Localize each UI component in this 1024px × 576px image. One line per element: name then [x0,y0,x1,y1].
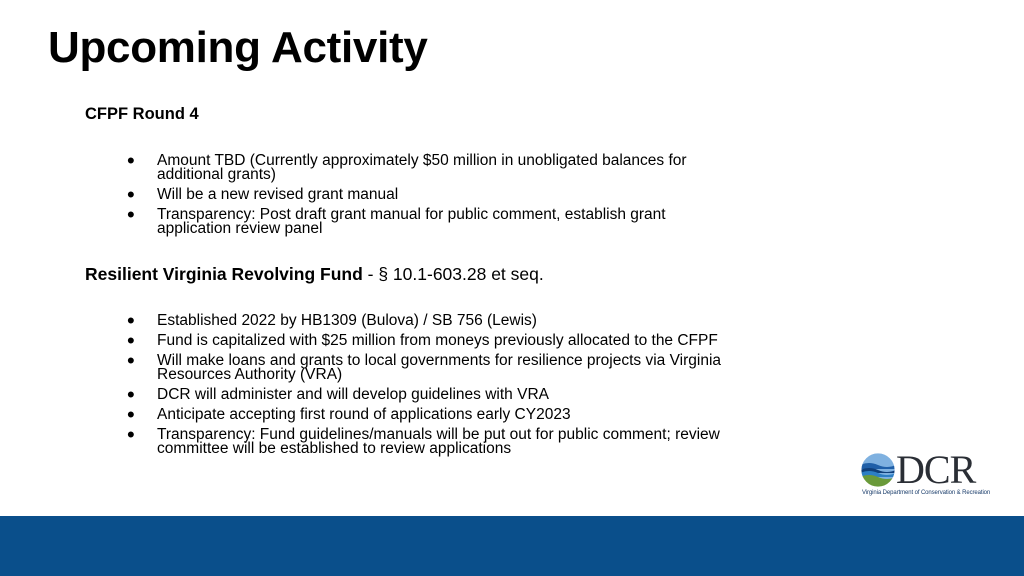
bullet-icon: • [127,402,135,427]
list-item: • Fund is capitalized with $25 million from moneys previously allocated to the CFPF [127,328,718,353]
footer-bar [0,516,1024,576]
bullet-icon: • [127,348,135,373]
bullet-icon: • [127,182,135,207]
logo-text: DCR [896,447,976,492]
list-item: • DCR will administer and will develop guidelines with VRA [127,382,549,407]
section-heading-rvrf: Resilient Virginia Revolving Fund - § 10.1-603.28 et seq. [85,264,544,284]
cfpf-bullet-list [122,148,722,242]
bullet-icon: • [127,382,135,407]
bullet-icon: • [127,308,135,333]
logo-caption: Virginia Department of Conservation & Recreation [862,490,991,496]
bullet-icon: • [127,328,135,353]
rvrf-bullet-list [122,308,722,462]
dcr-logo [860,447,991,501]
list-item: • Amount TBD (Currently approximately $50 million in unobligated balances for additional grants) [127,148,687,183]
section-heading-cfpf: CFPF Round 4 [85,105,199,123]
bullet-icon: • [127,422,135,447]
statute-reference: - § 10.1-603.28 et seq. [362,264,544,284]
list-item: • Transparency: Post draft grant manual for public comment, establish grant application review panel [127,202,666,237]
list-item: • Will make loans and grants to local governments for resilience projects via Virginia Resources Authority (VRA) [127,348,722,383]
slide-title: Upcoming Activity [48,23,428,72]
bullet-icon: • [127,202,135,227]
list-item: • Anticipate accepting first round of applications early CY2023 [127,402,571,427]
list-item: • Transparency: Fund guidelines/manuals will be put out for public comment; review committee will be established to review applications [127,422,720,457]
bullet-icon: • [127,148,135,173]
list-item: • Will be a new revised grant manual [127,182,399,207]
dcr-emblem-icon [860,452,896,488]
list-item: • Established 2022 by HB1309 (Bulova) / SB 756 (Lewis) [127,308,537,333]
